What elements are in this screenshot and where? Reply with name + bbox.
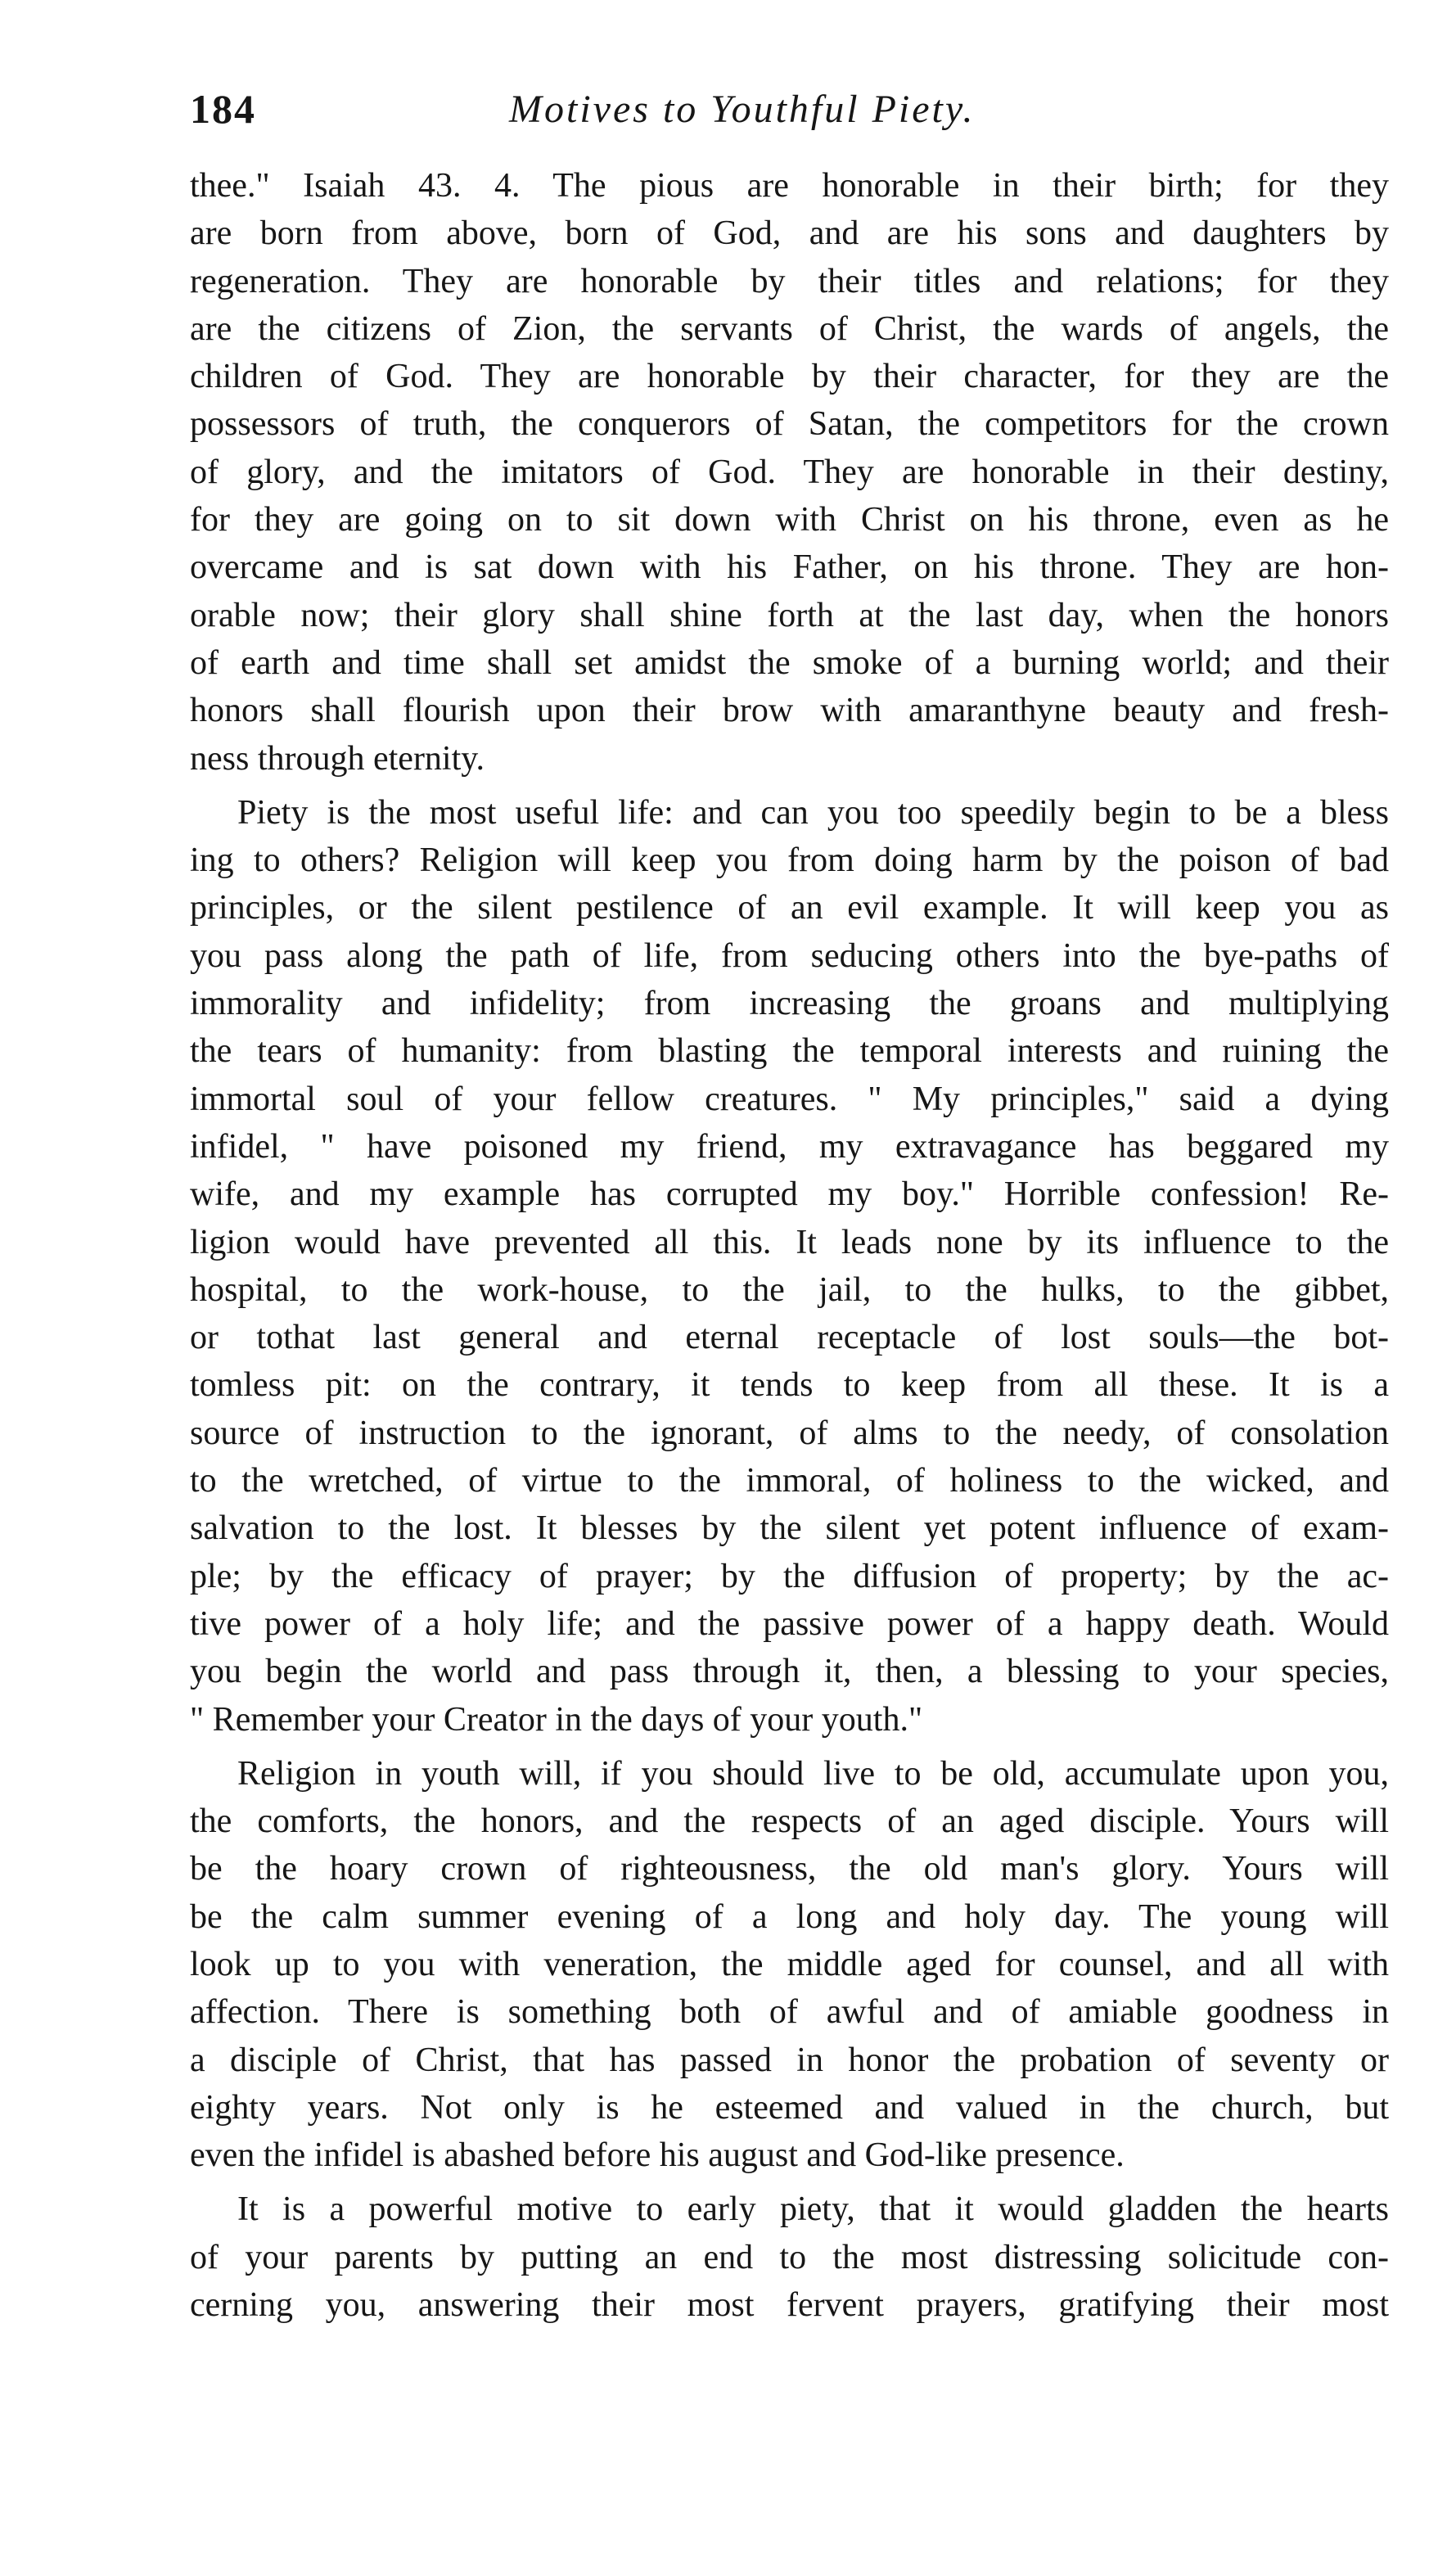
text-line: ness through eternity.: [190, 739, 485, 778]
text-line: cerning you, answering their most fervent prayers, gratifying their most: [190, 2286, 1389, 2325]
paragraph-gap: [190, 2179, 1389, 2186]
text-line: eighty years. Not only is he esteemed and valued in the church, but: [190, 2088, 1389, 2127]
text-line: are the citizens of Zion, the servants of Christ, the wards of angels, the: [190, 309, 1389, 348]
text-line: are born from above, born of God, and are his sons and daughters by: [190, 214, 1389, 253]
text-line: of glory, and the imitators of God. They are honorable in their destiny,: [190, 453, 1389, 491]
text-line: tive power of a holy life; and the passive power of a happy death. Would: [190, 1604, 1389, 1643]
text-line: the tears of humanity: from blasting the temporal interests and ruining the: [190, 1032, 1389, 1071]
text-line: ligion would have prevented all this. It leads none by its influence to the: [190, 1223, 1389, 1261]
paragraph: [190, 162, 1389, 783]
text-line: It is a powerful motive to early piety, that it would gladden the hearts: [237, 2190, 1389, 2229]
paragraph: [190, 789, 1389, 1744]
body-text: [190, 162, 1389, 2329]
running-title: Motives to Youthful Piety.: [509, 88, 976, 131]
text-line: possessors of truth, the conquerors of Satan, the competitors for the crown: [190, 405, 1389, 444]
text-line: immorality and infidelity; from increasing the groans and multiplying: [190, 985, 1389, 1023]
text-line: affection. There is something both of awful and of amiable goodness in: [190, 1993, 1389, 2032]
text-line: overcame and is sat down with his Father, on his throne. They are hon-: [190, 548, 1389, 587]
paragraph: [190, 1750, 1389, 2180]
text-line: Religion in youth will, if you should live to be old, accumulate upon you,: [237, 1754, 1389, 1793]
text-line: principles, or the silent pestilence of an evil example. It will keep you as: [190, 889, 1389, 927]
text-line: the comforts, the honors, and the respects of an aged disciple. Yours will: [190, 1802, 1389, 1841]
text-line: wife, and my example has corrupted my boy." Horrible confession! Re-: [190, 1175, 1389, 1214]
page-number: 184: [190, 86, 256, 132]
text-line: look up to you with veneration, the middle aged for counsel, and all with: [190, 1945, 1389, 1983]
text-line: you pass along the path of life, from seducing others into the bye-paths of: [190, 936, 1389, 975]
text-line: be the calm summer evening of a long and holy day. The young will: [190, 1897, 1389, 1936]
paragraph: [190, 2186, 1389, 2329]
text-line: for they are going on to sit down with Christ on his throne, even as he: [190, 501, 1389, 539]
text-line: of earth and time shall set amidst the smoke of a burning world; and their: [190, 643, 1389, 682]
text-line: or tothat last general and eternal receptacle of lost souls—the bot-: [190, 1319, 1389, 1357]
text-line: immortal soul of your fellow creatures. " My principles," said a dying: [190, 1080, 1389, 1118]
text-line: of your parents by putting an end to the most distressing solicitude con-: [190, 2238, 1389, 2276]
text-line: thee." Isaiah 43. 4. The pious are honorable in their birth; for they: [190, 167, 1389, 205]
text-line: to the wretched, of virtue to the immoral, of holiness to the wicked, and: [190, 1462, 1389, 1500]
text-line: ing to others? Religion will keep you from doing harm by the poison of bad: [190, 841, 1389, 880]
text-line: infidel, " have poisoned my friend, my extravagance has beggared my: [190, 1127, 1389, 1166]
text-line: salvation to the lost. It blesses by the silent yet potent influence of exam-: [190, 1509, 1389, 1548]
paragraph-gap: [190, 783, 1389, 789]
text-line: children of God. They are honorable by their character, for they are the: [190, 358, 1389, 396]
text-line: regeneration. They are honorable by their titles and relations; for they: [190, 262, 1389, 300]
text-line: source of instruction to the ignorant, of alms to the needy, of consolation: [190, 1414, 1389, 1452]
text-line: Piety is the most useful life: and can you too speedily begin to be a bless: [237, 793, 1389, 832]
paragraph-gap: [190, 1744, 1389, 1750]
running-head: [190, 85, 1385, 151]
text-line: hospital, to the work-house, to the jail, to the hulks, to the gibbet,: [190, 1270, 1389, 1309]
text-line: a disciple of Christ, that has passed in honor the probation of seventy or: [190, 2041, 1389, 2079]
text-line: " Remember your Creator in the days of your youth.": [190, 1700, 923, 1739]
text-line: orable now; their glory shall shine forth at the last day, when the honors: [190, 596, 1389, 634]
text-line: even the infidel is abashed before his august and God-like presence.: [190, 2136, 1125, 2175]
text-line: ple; by the efficacy of prayer; by the diffusion of property; by the ac-: [190, 1557, 1389, 1595]
text-line: be the hoary crown of righteousness, the old man's glory. Yours will: [190, 1850, 1389, 1888]
text-line: honors shall flourish upon their brow with amaranthyne beauty and fresh-: [190, 692, 1389, 730]
text-line: tomless pit: on the contrary, it tends to keep from all these. It is a: [190, 1366, 1389, 1405]
text-line: you begin the world and pass through it, then, a blessing to your species,: [190, 1653, 1389, 1691]
